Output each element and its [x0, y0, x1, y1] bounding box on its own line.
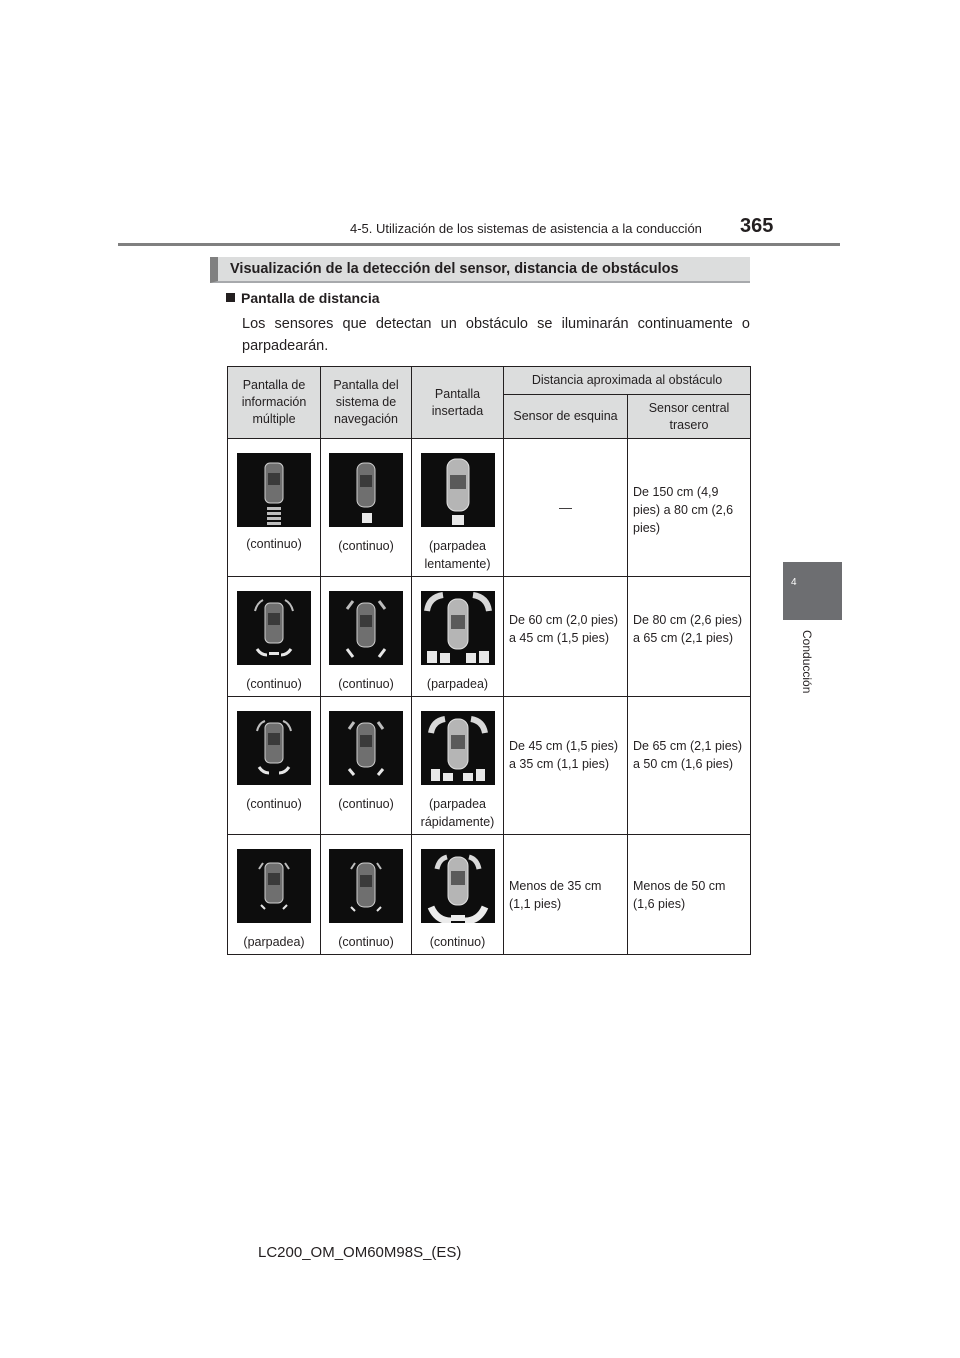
thumb-caption: (continuo): [429, 935, 486, 949]
parking-sensor-car-icon: [421, 849, 495, 923]
table-row: [228, 577, 751, 697]
thumb-cell: [321, 835, 412, 955]
intro-paragraph: Los sensores que detectan un obstáculo se iluminarán continuamente o parpadearán.: [242, 316, 750, 354]
header-rule: [118, 243, 840, 246]
thumb-cell: [321, 439, 412, 577]
thumb-cell: [321, 697, 412, 835]
parking-sensor-car-icon: [237, 453, 311, 527]
parking-sensor-car-icon: [421, 591, 495, 665]
thumb-caption: (continuo): [246, 677, 302, 691]
header-multi-info: Pantalla de información múltiple: [228, 367, 321, 439]
parking-sensor-car-icon: [237, 711, 311, 785]
corner-distance: De 45 cm (1,5 pies) a 35 cm (1,1 pies): [504, 697, 628, 835]
thumb-caption: (continuo): [246, 797, 302, 811]
corner-distance: Menos de 35 cm (1,1 pies): [504, 835, 628, 955]
thumb-caption: (continuo): [338, 935, 394, 949]
section-bar: [210, 257, 750, 283]
table-row: [228, 835, 751, 955]
table-row: [228, 697, 751, 835]
thumb-caption: (parpadea): [426, 677, 489, 691]
parking-sensor-car-icon: [329, 453, 403, 527]
rear-distance: Menos de 50 cm (1,6 pies): [628, 835, 751, 955]
thumb-cell: [228, 439, 321, 577]
side-tab: [783, 562, 842, 620]
section-title: Visualización de la detección del sensor, distancia de obstáculos: [230, 261, 679, 277]
parking-sensor-car-icon: [329, 591, 403, 665]
thumb-cell: [412, 697, 504, 835]
header-inset: Pantalla insertada: [412, 367, 504, 439]
table-row: [228, 439, 751, 577]
thumb-caption: (continuo): [338, 677, 394, 691]
thumb-caption: (parpadea): [243, 935, 305, 949]
thumb-cell: [228, 577, 321, 697]
side-tab-label: Conducción: [800, 630, 814, 694]
header-navigation: Pantalla del sistema de navegación: [321, 367, 412, 439]
thumb-cell: [321, 577, 412, 697]
thumb-caption: (continuo): [338, 797, 394, 811]
subheading-text: Pantalla de distancia: [241, 290, 380, 306]
rear-distance: De 80 cm (2,6 pies) a 65 cm (2,1 pies): [628, 577, 751, 697]
side-tab-number: 4: [791, 577, 797, 588]
parking-sensor-car-icon: [421, 711, 495, 785]
corner-distance: —: [504, 439, 628, 577]
parking-sensor-car-icon: [421, 453, 495, 527]
thumb-cell: [228, 697, 321, 835]
thumb-cell: [412, 439, 504, 577]
parking-sensor-car-icon: [329, 849, 403, 923]
page-number: 365: [740, 215, 774, 237]
header-rear-sensor: Sensor central trasero: [628, 395, 751, 439]
corner-distance: De 60 cm (2,0 pies) a 45 cm (1,5 pies): [504, 577, 628, 697]
rear-distance: De 65 cm (2,1 pies) a 50 cm (1,6 pies): [628, 697, 751, 835]
parking-sensor-car-icon: [329, 711, 403, 785]
rear-distance: De 150 cm (4,9 pies) a 80 cm (2,6 pies): [628, 439, 751, 577]
header-distance: Distancia aproximada al obstáculo: [504, 367, 751, 395]
parking-sensor-car-icon: [237, 591, 311, 665]
chapter-title: 4-5. Utilización de los sistemas de asistencia a la conducción: [350, 221, 702, 236]
thumb-caption: (parpadea rápidamente): [420, 797, 495, 829]
document-code: LC200_OM_OM60M98S_(ES): [258, 1244, 462, 1261]
header-corner-sensor: Sensor de esquina: [504, 395, 628, 439]
thumb-cell: [412, 835, 504, 955]
thumb-caption: (continuo): [338, 539, 394, 553]
subheading: [226, 290, 380, 306]
parking-sensor-car-icon: [237, 849, 311, 923]
thumb-cell: [412, 577, 504, 697]
thumb-caption: (parpadea lentamente): [424, 539, 491, 571]
distance-table: [227, 366, 751, 955]
thumb-caption: (continuo): [246, 537, 302, 551]
square-bullet-icon: [226, 293, 235, 302]
thumb-cell: [228, 835, 321, 955]
